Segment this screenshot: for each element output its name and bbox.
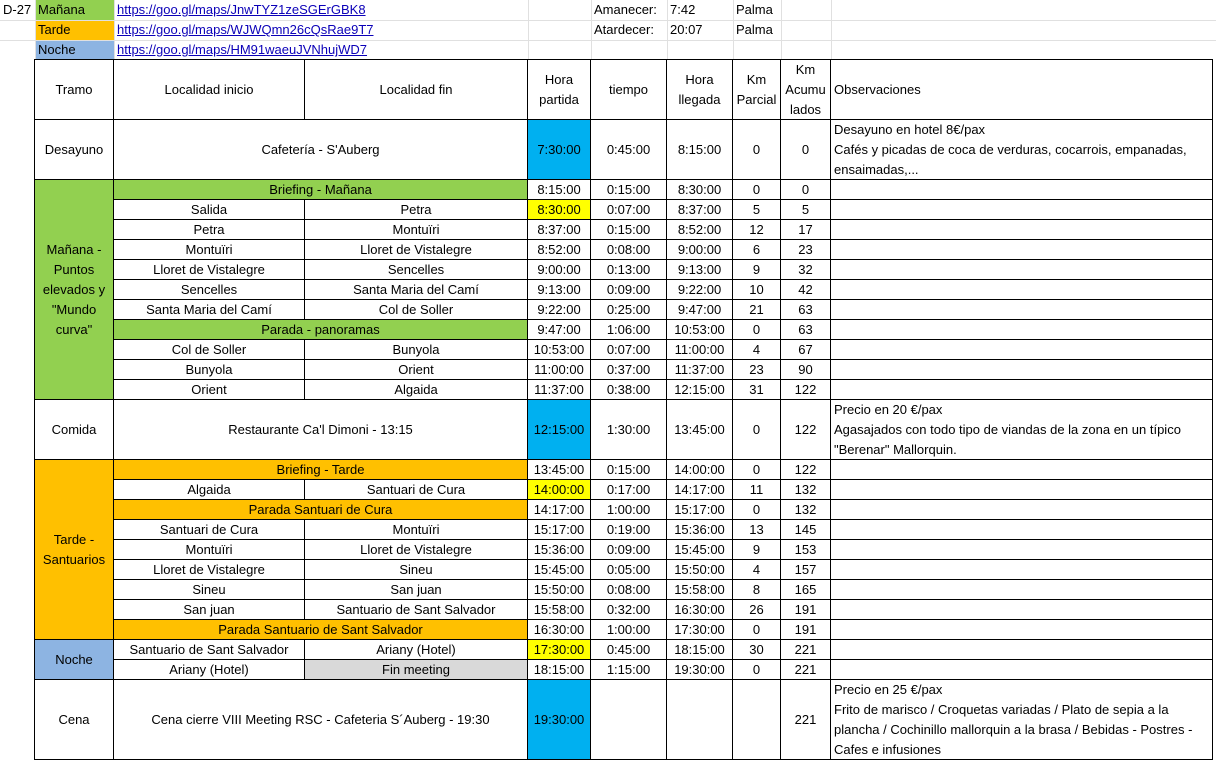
row-21-km-acumulados: 191 — [781, 620, 831, 640]
row-20-localidad-inicio: San juan — [114, 600, 305, 620]
observacion-line: Precio en 20 €/pax — [834, 402, 943, 417]
row-11-tiempo: 0:38:00 — [591, 380, 667, 400]
row-19-hora-partida: 15:50:00 — [528, 580, 591, 600]
row-24-hora-llegada — [667, 680, 733, 760]
row-17-hora-partida: 15:36:00 — [528, 540, 591, 560]
row-14-tiempo: 0:17:00 — [591, 480, 667, 500]
row-1-tiempo: 0:15:00 — [591, 180, 667, 200]
row-12-hora-llegada: 13:45:00 — [667, 400, 733, 460]
row-18-km-parcial: 4 — [733, 560, 781, 580]
row-7-hora-partida: 9:22:00 — [528, 300, 591, 320]
row-11-km-acumulados: 122 — [781, 380, 831, 400]
row-22-localidad-inicio: Santuario de Sant Salvador — [114, 640, 305, 660]
row-17-km-acumulados: 153 — [781, 540, 831, 560]
row-22-tiempo: 0:45:00 — [591, 640, 667, 660]
header-hora-llegada: Hora llegada — [667, 60, 733, 120]
row-19-hora-llegada: 15:58:00 — [667, 580, 733, 600]
row-8-observaciones — [831, 320, 1213, 340]
row-24-tiempo — [591, 680, 667, 760]
row-21-tiempo: 1:00:00 — [591, 620, 667, 640]
row-5-hora-partida: 9:00:00 — [528, 260, 591, 280]
row-15-tiempo: 1:00:00 — [591, 500, 667, 520]
row-10-observaciones — [831, 360, 1213, 380]
row-14-km-parcial: 11 — [733, 480, 781, 500]
row-0-hora-llegada: 8:15:00 — [667, 120, 733, 180]
row-9-hora-partida: 10:53:00 — [528, 340, 591, 360]
row-13-hora-partida: 13:45:00 — [528, 460, 591, 480]
row-3-localidad-inicio: Petra — [114, 220, 305, 240]
row-10-km-parcial: 23 — [733, 360, 781, 380]
observacion-line: Desayuno en hotel 8€/pax — [834, 122, 986, 137]
row-14-localidad-fin: Santuari de Cura — [305, 480, 528, 500]
row-14-hora-partida: 14:00:00 — [528, 480, 591, 500]
row-16-observaciones — [831, 520, 1213, 540]
row-16-km-parcial: 13 — [733, 520, 781, 540]
map-link-0[interactable]: https://goo.gl/maps/JnwTYZ1zeSGErGBK8 — [117, 2, 366, 17]
row-5-observaciones — [831, 260, 1213, 280]
row-8-location: Parada - panoramas — [114, 320, 528, 340]
row-13-km-parcial: 0 — [733, 460, 781, 480]
row-20-tiempo: 0:32:00 — [591, 600, 667, 620]
row-2-km-acumulados: 5 — [781, 200, 831, 220]
legend-maana: Mañana — [35, 0, 114, 20]
row-24-hora-partida: 19:30:00 — [528, 680, 591, 760]
row-16-tiempo: 0:19:00 — [591, 520, 667, 540]
row-13-location: Briefing - Tarde — [114, 460, 528, 480]
row-8-km-parcial: 0 — [733, 320, 781, 340]
row-12-km-parcial: 0 — [733, 400, 781, 460]
row-22-km-parcial: 30 — [733, 640, 781, 660]
row-18-localidad-inicio: Lloret de Vistalegre — [114, 560, 305, 580]
row-21-observaciones — [831, 620, 1213, 640]
row-15-hora-partida: 14:17:00 — [528, 500, 591, 520]
map-link-2[interactable]: https://goo.gl/maps/HM91waeuJVNhujWD7 — [117, 42, 368, 57]
row-16-hora-partida: 15:17:00 — [528, 520, 591, 540]
row-5-localidad-fin: Sencelles — [305, 260, 528, 280]
row-5-km-acumulados: 32 — [781, 260, 831, 280]
row-16-localidad-fin: Montuïri — [305, 520, 528, 540]
row-7-km-acumulados: 63 — [781, 300, 831, 320]
header-hora-partida: Hora partida — [528, 60, 591, 120]
row-6-localidad-inicio: Sencelles — [114, 280, 305, 300]
row-4-km-acumulados: 23 — [781, 240, 831, 260]
row-1-observaciones — [831, 180, 1213, 200]
row-0-location: Cafetería - S'Auberg — [114, 120, 528, 180]
observacion-line: Frito de marisco / Croquetas variadas / Plato de sepia a la — [834, 702, 1169, 717]
section-3: Tarde - Santuarios — [35, 460, 114, 640]
sunset-time: 20:07 — [670, 22, 703, 37]
row-0-tiempo: 0:45:00 — [591, 120, 667, 180]
row-12-km-acumulados: 122 — [781, 400, 831, 460]
row-22-localidad-fin: Ariany (Hotel) — [305, 640, 528, 660]
row-18-hora-llegada: 15:50:00 — [667, 560, 733, 580]
row-16-km-acumulados: 145 — [781, 520, 831, 540]
row-20-km-parcial: 26 — [733, 600, 781, 620]
row-4-localidad-fin: Lloret de Vistalegre — [305, 240, 528, 260]
row-9-observaciones — [831, 340, 1213, 360]
observacion-line: ensaimadas,... — [834, 162, 919, 177]
row-12-observaciones — [831, 400, 1213, 460]
row-18-observaciones — [831, 560, 1213, 580]
row-17-localidad-inicio: Montuïri — [114, 540, 305, 560]
row-23-localidad-fin: Fin meeting — [305, 660, 528, 680]
row-15-hora-llegada: 15:17:00 — [667, 500, 733, 520]
row-18-localidad-fin: Sineu — [305, 560, 528, 580]
sunrise-time: 7:42 — [670, 2, 696, 17]
row-1-hora-partida: 8:15:00 — [528, 180, 591, 200]
row-17-observaciones — [831, 540, 1213, 560]
header-tiempo: tiempo — [591, 60, 667, 120]
row-7-localidad-fin: Col de Soller — [305, 300, 528, 320]
row-1-location: Briefing - Mañana — [114, 180, 528, 200]
row-13-hora-llegada: 14:00:00 — [667, 460, 733, 480]
row-3-hora-llegada: 8:52:00 — [667, 220, 733, 240]
row-18-tiempo: 0:05:00 — [591, 560, 667, 580]
row-2-localidad-fin: Petra — [305, 200, 528, 220]
sunset-place: Palma — [736, 22, 773, 37]
observacion-line: "Berenar" Mallorquin. — [834, 442, 957, 457]
row-15-observaciones — [831, 500, 1213, 520]
row-16-hora-llegada: 15:36:00 — [667, 520, 733, 540]
row-7-tiempo: 0:25:00 — [591, 300, 667, 320]
row-10-hora-llegada: 11:37:00 — [667, 360, 733, 380]
row-13-tiempo: 0:15:00 — [591, 460, 667, 480]
row-17-tiempo: 0:09:00 — [591, 540, 667, 560]
row-11-hora-llegada: 12:15:00 — [667, 380, 733, 400]
row-11-hora-partida: 11:37:00 — [528, 380, 591, 400]
row-2-hora-partida: 8:30:00 — [528, 200, 591, 220]
row-14-localidad-inicio: Algaida — [114, 480, 305, 500]
row-7-km-parcial: 21 — [733, 300, 781, 320]
row-14-hora-llegada: 14:17:00 — [667, 480, 733, 500]
row-19-localidad-fin: San juan — [305, 580, 528, 600]
row-20-observaciones — [831, 600, 1213, 620]
map-link-1[interactable]: https://goo.gl/maps/WJWQmn26cQsRae9T7 — [117, 22, 374, 37]
row-7-observaciones — [831, 300, 1213, 320]
observacion-line: Cafés y picadas de coca de verduras, cocarrois, empanadas, — [834, 142, 1187, 157]
row-9-localidad-fin: Bunyola — [305, 340, 528, 360]
row-1-km-acumulados: 0 — [781, 180, 831, 200]
section-2: Comida — [35, 400, 114, 460]
row-17-localidad-fin: Lloret de Vistalegre — [305, 540, 528, 560]
row-17-hora-llegada: 15:45:00 — [667, 540, 733, 560]
row-4-hora-partida: 8:52:00 — [528, 240, 591, 260]
row-4-tiempo: 0:08:00 — [591, 240, 667, 260]
row-15-location: Parada Santuari de Cura — [114, 500, 528, 520]
row-17-km-parcial: 9 — [733, 540, 781, 560]
row-23-hora-llegada: 19:30:00 — [667, 660, 733, 680]
row-4-km-parcial: 6 — [733, 240, 781, 260]
row-12-tiempo: 1:30:00 — [591, 400, 667, 460]
row-10-hora-partida: 11:00:00 — [528, 360, 591, 380]
row-20-hora-partida: 15:58:00 — [528, 600, 591, 620]
row-5-km-parcial: 9 — [733, 260, 781, 280]
row-11-km-parcial: 31 — [733, 380, 781, 400]
row-8-hora-llegada: 10:53:00 — [667, 320, 733, 340]
observacion-line: Agasajados con todo tipo de viandas de la zona en un típico — [834, 422, 1181, 437]
row-4-localidad-inicio: Montuïri — [114, 240, 305, 260]
row-22-hora-partida: 17:30:00 — [528, 640, 591, 660]
header-localidad-inicio: Localidad inicio — [114, 60, 305, 120]
row-22-observaciones — [831, 640, 1213, 660]
row-22-km-acumulados: 221 — [781, 640, 831, 660]
row-3-km-acumulados: 17 — [781, 220, 831, 240]
row-20-km-acumulados: 191 — [781, 600, 831, 620]
row-2-hora-llegada: 8:37:00 — [667, 200, 733, 220]
row-21-location: Parada Santuario de Sant Salvador — [114, 620, 528, 640]
row-11-localidad-inicio: Orient — [114, 380, 305, 400]
row-9-km-parcial: 4 — [733, 340, 781, 360]
row-10-localidad-fin: Orient — [305, 360, 528, 380]
row-6-observaciones — [831, 280, 1213, 300]
row-5-localidad-inicio: Lloret de Vistalegre — [114, 260, 305, 280]
row-4-observaciones — [831, 240, 1213, 260]
observacion-line: Precio en 25 €/pax — [834, 682, 943, 697]
row-22-hora-llegada: 18:15:00 — [667, 640, 733, 660]
row-6-km-parcial: 10 — [733, 280, 781, 300]
row-6-hora-partida: 9:13:00 — [528, 280, 591, 300]
row-23-km-acumulados: 221 — [781, 660, 831, 680]
header-km-acumulados: Km Acumu lados — [781, 60, 831, 120]
row-23-tiempo: 1:15:00 — [591, 660, 667, 680]
row-21-hora-partida: 16:30:00 — [528, 620, 591, 640]
row-19-localidad-inicio: Sineu — [114, 580, 305, 600]
row-8-tiempo: 1:06:00 — [591, 320, 667, 340]
row-10-km-acumulados: 90 — [781, 360, 831, 380]
header-tramo: Tramo — [35, 60, 114, 120]
header-localidad-fin: Localidad fin — [305, 60, 528, 120]
row-18-hora-partida: 15:45:00 — [528, 560, 591, 580]
observacion-line: plancha / Cochinillo mallorquin a la brasa / Bebidas - Postres - — [834, 722, 1193, 737]
row-9-km-acumulados: 67 — [781, 340, 831, 360]
row-23-km-parcial: 0 — [733, 660, 781, 680]
row-14-observaciones — [831, 480, 1213, 500]
row-8-km-acumulados: 63 — [781, 320, 831, 340]
row-9-tiempo: 0:07:00 — [591, 340, 667, 360]
row-18-km-acumulados: 157 — [781, 560, 831, 580]
row-6-tiempo: 0:09:00 — [591, 280, 667, 300]
observacion-line: Cafes e infusiones — [834, 742, 941, 757]
row-15-km-acumulados: 132 — [781, 500, 831, 520]
row-10-localidad-inicio: Bunyola — [114, 360, 305, 380]
row-2-tiempo: 0:07:00 — [591, 200, 667, 220]
row-20-localidad-fin: Santuario de Sant Salvador — [305, 600, 528, 620]
row-16-localidad-inicio: Santuari de Cura — [114, 520, 305, 540]
row-8-hora-partida: 9:47:00 — [528, 320, 591, 340]
row-13-km-acumulados: 122 — [781, 460, 831, 480]
row-23-localidad-inicio: Ariany (Hotel) — [114, 660, 305, 680]
row-13-observaciones — [831, 460, 1213, 480]
row-3-observaciones — [831, 220, 1213, 240]
row-21-hora-llegada: 17:30:00 — [667, 620, 733, 640]
row-24-observaciones — [831, 680, 1213, 760]
sunset-label: Atardecer: — [594, 22, 654, 37]
sunrise-label: Amanecer: — [594, 2, 657, 17]
row-6-km-acumulados: 42 — [781, 280, 831, 300]
row-23-observaciones — [831, 660, 1213, 680]
row-3-km-parcial: 12 — [733, 220, 781, 240]
row-7-localidad-inicio: Santa Maria del Camí — [114, 300, 305, 320]
legend-tarde: Tarde — [35, 20, 114, 40]
row-3-localidad-fin: Montuïri — [305, 220, 528, 240]
header-km-parcial: Km Parcial — [733, 60, 781, 120]
row-19-km-parcial: 8 — [733, 580, 781, 600]
row-5-hora-llegada: 9:13:00 — [667, 260, 733, 280]
row-2-observaciones — [831, 200, 1213, 220]
row-0-km-acumulados: 0 — [781, 120, 831, 180]
section-5: Cena — [35, 680, 114, 760]
row-19-km-acumulados: 165 — [781, 580, 831, 600]
row-24-km-acumulados: 221 — [781, 680, 831, 760]
row-19-tiempo: 0:08:00 — [591, 580, 667, 600]
row-19-observaciones — [831, 580, 1213, 600]
row-9-localidad-inicio: Col de Soller — [114, 340, 305, 360]
row-12-hora-partida: 12:15:00 — [528, 400, 591, 460]
row-1-km-parcial: 0 — [733, 180, 781, 200]
section-1: Mañana - Puntos elevados y "Mundo curva" — [35, 180, 114, 400]
row-14-km-acumulados: 132 — [781, 480, 831, 500]
sheet-code: D-27 — [3, 2, 32, 17]
section-0: Desayuno — [35, 120, 114, 180]
row-6-hora-llegada: 9:22:00 — [667, 280, 733, 300]
row-11-localidad-fin: Algaida — [305, 380, 528, 400]
row-12-location: Restaurante Ca'l Dimoni - 13:15 — [114, 400, 528, 460]
header-observaciones: Observaciones — [831, 60, 1213, 120]
row-2-km-parcial: 5 — [733, 200, 781, 220]
row-24-km-parcial — [733, 680, 781, 760]
row-2-localidad-inicio: Salida — [114, 200, 305, 220]
row-4-hora-llegada: 9:00:00 — [667, 240, 733, 260]
row-0-km-parcial: 0 — [733, 120, 781, 180]
row-0-observaciones — [831, 120, 1213, 180]
row-20-hora-llegada: 16:30:00 — [667, 600, 733, 620]
legend-noche: Noche — [35, 40, 114, 60]
row-5-tiempo: 0:13:00 — [591, 260, 667, 280]
row-1-hora-llegada: 8:30:00 — [667, 180, 733, 200]
sunrise-place: Palma — [736, 2, 773, 17]
row-15-km-parcial: 0 — [733, 500, 781, 520]
row-10-tiempo: 0:37:00 — [591, 360, 667, 380]
row-3-tiempo: 0:15:00 — [591, 220, 667, 240]
row-11-observaciones — [831, 380, 1213, 400]
row-6-localidad-fin: Santa Maria del Camí — [305, 280, 528, 300]
row-3-hora-partida: 8:37:00 — [528, 220, 591, 240]
row-21-km-parcial: 0 — [733, 620, 781, 640]
row-23-hora-partida: 18:15:00 — [528, 660, 591, 680]
row-24-location: Cena cierre VIII Meeting RSC - Cafeteria S´Auberg - 19:30 — [114, 680, 528, 760]
row-7-hora-llegada: 9:47:00 — [667, 300, 733, 320]
row-9-hora-llegada: 11:00:00 — [667, 340, 733, 360]
section-4: Noche — [35, 640, 114, 680]
row-0-hora-partida: 7:30:00 — [528, 120, 591, 180]
